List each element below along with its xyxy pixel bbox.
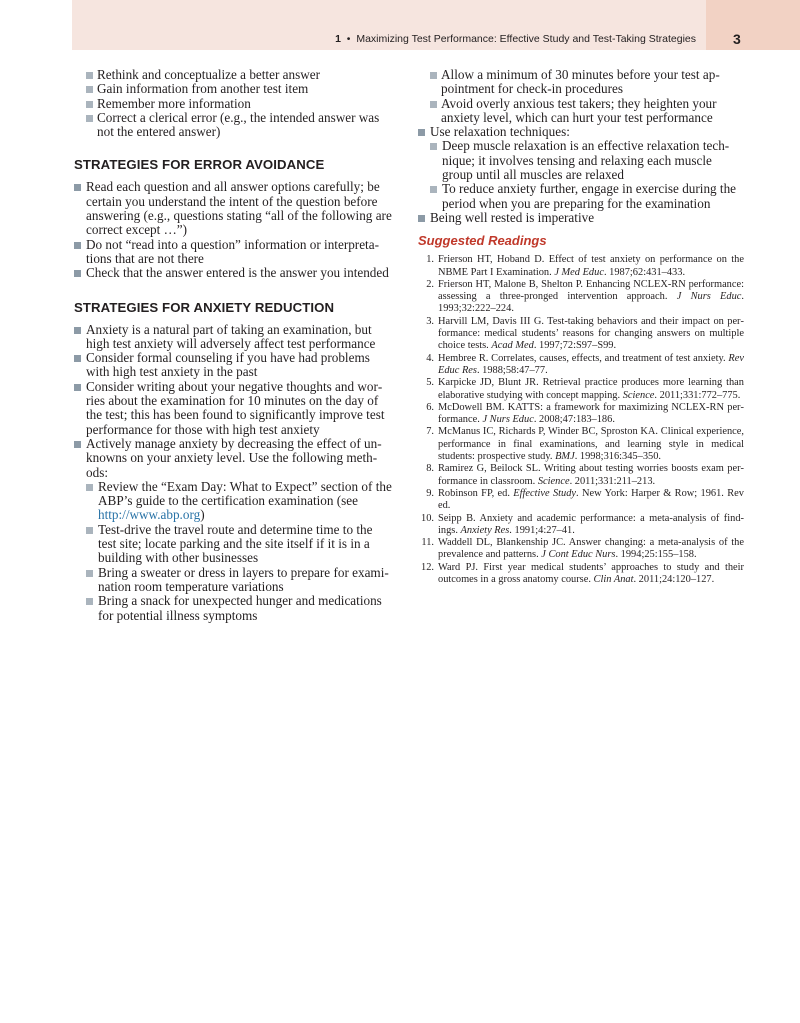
list-item: Consider writing about your negative thoughts and worries about the examination for 10 minutes on the day of the test; this has been found to significantly improve test performance for those with high test anxiety xyxy=(74,380,392,437)
reference-item xyxy=(418,513,744,538)
list-item: Check that the answer entered is the answer you intended xyxy=(74,266,392,280)
reference-text: Hembree R. Correlates, causes, effects, and treatment of test anxiety. xyxy=(438,352,729,364)
reference-number: 7. xyxy=(426,426,434,438)
reference-item xyxy=(418,402,744,427)
reference-number: 8. xyxy=(426,463,434,475)
reference-item xyxy=(418,562,744,587)
reference-item xyxy=(418,377,744,402)
manage-anxiety-text: Actively manage anxiety by decreasing the effect of unknowns on your anxiety level. Use the following methods: xyxy=(86,435,382,480)
reference-text: Seipp B. Anxiety and academic performance: a meta-analysis of findings. xyxy=(438,512,744,536)
reference-number: 1. xyxy=(426,254,434,266)
reference-item xyxy=(418,254,744,279)
error-avoidance-heading: STRATEGIES FOR ERROR AVOIDANCE xyxy=(74,157,325,173)
list-item: Rethink and conceptualize a better answer xyxy=(74,68,392,82)
anxiety-reduction-heading: STRATEGIES FOR ANXIETY REDUCTION xyxy=(74,299,335,315)
reference-number: 5. xyxy=(426,377,434,389)
relaxation-list xyxy=(418,125,744,225)
review-text: Review the “Exam Day: What to Expect” section of the ABP’s guide to the certification examination (see xyxy=(98,478,392,509)
list-item: Anxiety is a natural part of taking an examination, but high test anxiety will adversely affect test performance xyxy=(74,323,392,352)
journal-title: BMJ xyxy=(555,451,575,463)
running-header xyxy=(335,33,696,45)
journal-title: Clin Anat xyxy=(593,573,634,585)
reference-item xyxy=(418,279,744,316)
reference-item xyxy=(418,353,744,378)
list-item: Read each question and all answer options carefully; be certain you understand the intent of the question before answering (e.g., questions stating “all of the following are correct except …”) xyxy=(74,180,392,237)
chapter-number: 1 xyxy=(335,33,341,45)
reference-number: 10. xyxy=(421,512,434,524)
reference-number: 6. xyxy=(426,401,434,413)
reference-citation: . 1994;25:155–158. xyxy=(615,549,697,561)
journal-title: J Nurs Educ xyxy=(676,291,742,303)
reference-item xyxy=(418,537,744,562)
reference-text: Harvill LM, Davis III G. Test-taking behaviors and their impact on performance: medical students’ reasons for changing answers on multiple choice tests. xyxy=(438,315,744,352)
reference-text: Frierson HT, Malone B, Shelton P. Enhancing NCLEX-RN performance: assessing a three-pronged intervention approach. xyxy=(438,278,744,303)
reference-citation: . 2008;47:183–186. xyxy=(533,414,615,426)
list-item: Correct a clerical error (e.g., the intended answer was not the entered answer) xyxy=(74,111,392,140)
list-item xyxy=(86,480,392,523)
reference-citation: . 1987;62:431–433. xyxy=(603,266,686,278)
reference-text: McManus IC, Richards P, Winder BC, Sproston KA. Clinical experience, performance in final examinations, and learning style in medical students: prospective study. xyxy=(438,426,744,463)
journal-title: Science xyxy=(537,475,570,487)
reference-text: McDowell BM. KATTS: a framework for maximizing NCLEX-RN performance. xyxy=(438,401,744,426)
right-column xyxy=(418,68,744,586)
review-suffix: ) xyxy=(200,507,205,523)
reference-text: Ramirez G, Beilock SL. Writing about testing worries boosts exam performance in classroom. xyxy=(438,463,744,487)
reference-number: 3. xyxy=(426,315,434,327)
abp-link[interactable]: http://www.abp.org xyxy=(98,507,201,523)
reference-citation: . 1988;58:47–77. xyxy=(476,364,548,376)
reference-citation: . 1997;72:S97–S99. xyxy=(533,340,617,352)
left-column xyxy=(74,68,392,623)
reference-text: Robinson FP, ed. xyxy=(438,487,514,499)
list-item: Do not “read into a question” information or interpretations that are not there xyxy=(74,238,392,267)
reference-number: 12. xyxy=(421,561,434,573)
reference-citation: . 2011;24:120–127. xyxy=(633,573,715,585)
reference-citation: . 2011;331:211–213. xyxy=(569,475,656,487)
relaxation-sublist xyxy=(430,139,744,210)
list-item: Consider formal counseling if you have had problems with high test anxiety in the past xyxy=(74,351,392,380)
reference-item xyxy=(418,463,744,488)
continued-sublist xyxy=(74,68,392,139)
reference-text: Karpicke JD, Blunt JR. Retrieval practice produces more learning than elaborative studying with concept mapping. xyxy=(438,377,744,401)
journal-title: Effective Study xyxy=(513,487,577,499)
reference-citation: . 1993;32:222–224. xyxy=(438,291,745,315)
continued-sublist-right xyxy=(418,68,744,125)
anxiety-reduction-list xyxy=(74,323,392,623)
reference-item xyxy=(418,426,744,463)
suggested-readings-heading: Suggested Readings xyxy=(418,233,547,249)
header-bullet: • xyxy=(346,33,351,45)
journal-title: Rev Educ Res xyxy=(438,352,744,376)
page-number-box xyxy=(706,0,800,50)
journal-title: Science xyxy=(622,389,655,401)
reference-citation: . New York: Harper & Row; 1961. Rev ed. xyxy=(438,487,744,512)
error-avoidance-list xyxy=(74,180,392,280)
manage-anxiety-sublist xyxy=(86,480,392,623)
reference-citation: . 2011;331:772–775. xyxy=(654,389,741,401)
chapter-title: Maximizing Test Performance: Effective Study and Test-Taking Strategies xyxy=(356,33,696,45)
reference-number: 11. xyxy=(421,537,434,549)
journal-title: J Med Educ xyxy=(554,266,604,278)
list-item: Remember more information xyxy=(74,97,392,111)
reference-number: 9. xyxy=(426,487,434,499)
reference-citation: . 1991;4:27–41. xyxy=(509,524,575,536)
relaxation-label: Use relaxation techniques: xyxy=(430,124,570,140)
reference-item xyxy=(418,316,744,353)
list-item: Test-drive the travel route and determine time to the test site; locate parking and the site itself if it is in a building with other businesses xyxy=(86,523,392,566)
list-item: To reduce anxiety further, engage in exercise during the period when you are preparing for the examination xyxy=(430,182,744,211)
reference-text: Waddell DL, Blankenship JC. Answer changing: a meta-analysis of the prevalence and patterns. xyxy=(438,537,744,561)
list-item: Avoid overly anxious test takers; they heighten your anxiety level, which can hurt your test performance xyxy=(418,97,744,126)
reference-citation: . 1998;316:345–350. xyxy=(574,451,662,463)
journal-title: J Cont Educ Nurs xyxy=(541,549,616,561)
list-item: Allow a minimum of 30 minutes before your test appointment for check-in procedures xyxy=(418,68,744,97)
reference-number: 4. xyxy=(426,352,434,364)
reference-item xyxy=(418,488,744,513)
journal-title: Anxiety Res xyxy=(460,524,510,536)
list-item: Gain information from another test item xyxy=(74,82,392,96)
list-item: Deep muscle relaxation is an effective relaxation technique; it involves tensing and relaxing each muscle group until all muscles are relaxed xyxy=(430,139,744,182)
reference-number: 2. xyxy=(426,278,434,290)
list-item: Bring a snack for unexpected hunger and medications for potential illness symptoms xyxy=(86,594,392,623)
reference-text: Frierson HT, Hoband D. Effect of test anxiety on performance on the NBME Part I Examination. xyxy=(438,254,744,278)
references-list xyxy=(418,254,744,586)
journal-title: Acad Med xyxy=(491,340,534,352)
list-item xyxy=(418,125,744,211)
page-number: 3 xyxy=(733,31,741,47)
list-item xyxy=(74,437,392,623)
reference-text: Ward PJ. First year medical students’ approaches to study and their outcomes in a gross anatomy course. xyxy=(438,561,744,585)
list-item: Being well rested is imperative xyxy=(418,211,744,225)
journal-title: J Nurs Educ xyxy=(482,414,534,426)
list-item: Bring a sweater or dress in layers to prepare for examination room temperature variations xyxy=(86,566,392,595)
